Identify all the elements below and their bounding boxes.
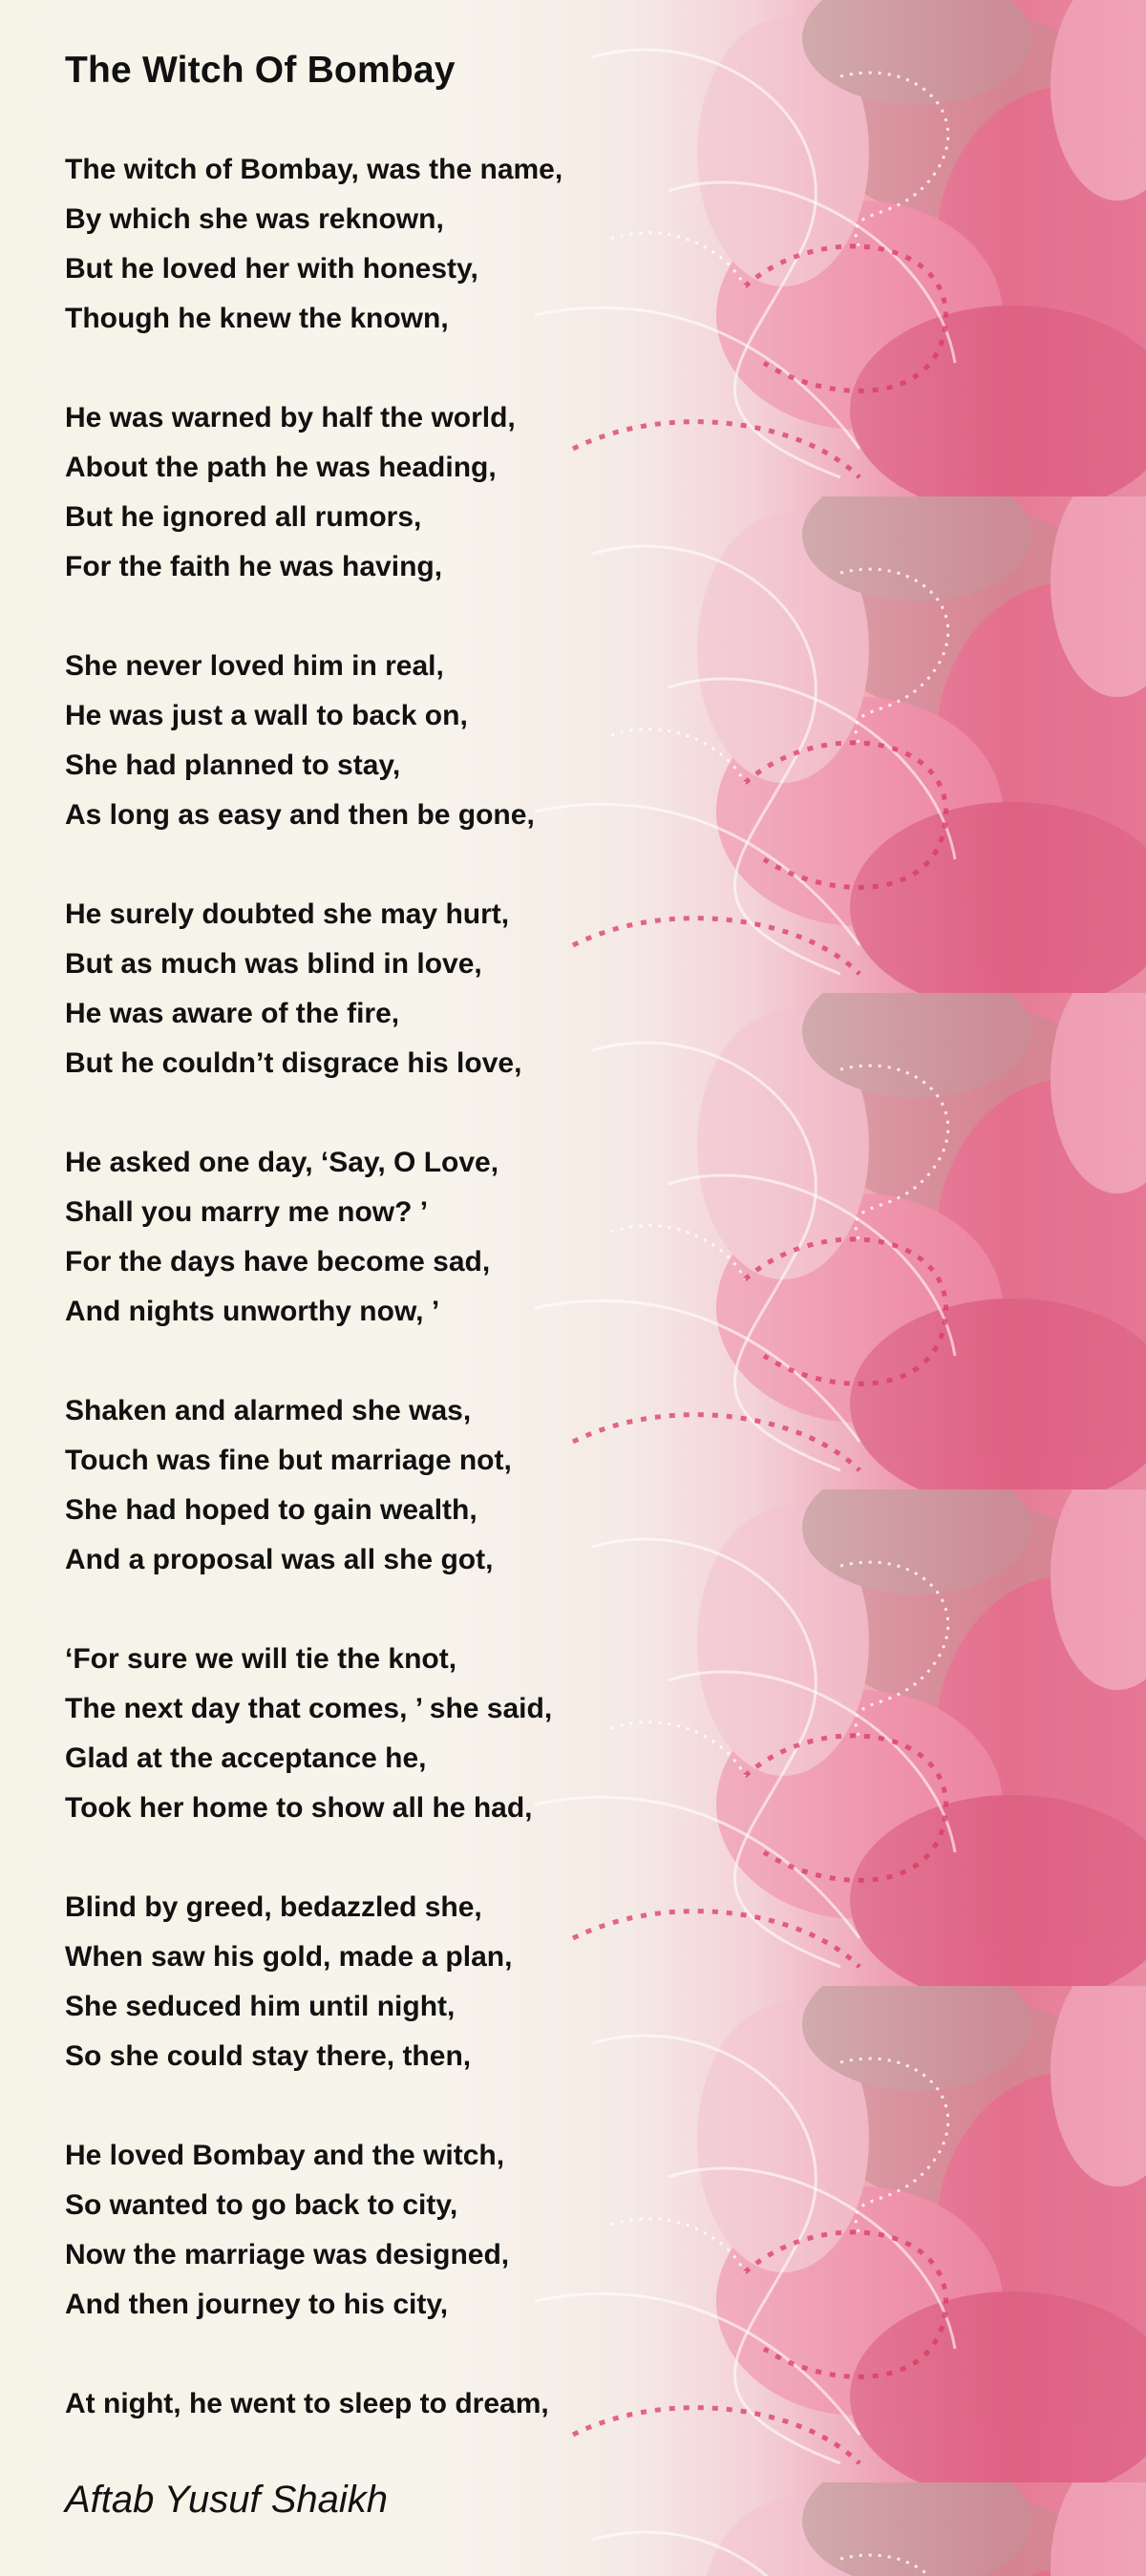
poem-stanza — [65, 393, 733, 592]
poem-line: For the faith he was having, — [65, 551, 443, 582]
poem-line: And then journey to his city, — [65, 2289, 449, 2320]
poem-line: He asked one day, ‘Say, O Love, — [65, 1147, 499, 1178]
poem-stanza — [65, 1138, 733, 1337]
poem-line: So she could stay there, then, — [65, 2040, 472, 2072]
poem-line: He was warned by half the world, — [65, 402, 516, 433]
poem-line: The witch of Bombay, was the name, — [65, 154, 563, 185]
poem-line: Shall you marry me now? ’ — [65, 1196, 429, 1228]
poem-stanza — [65, 2131, 733, 2330]
poem-stanza — [65, 145, 733, 344]
poem-title: The Witch Of Bombay — [65, 50, 456, 91]
poem-stanza — [65, 1883, 733, 2081]
poem-line: Touch was fine but marriage not, — [65, 1445, 512, 1476]
poem-line: ‘For sure we will tie the knot, — [65, 1643, 457, 1675]
poem-line: He loved Bombay and the witch, — [65, 2140, 505, 2171]
poem-line: She had planned to stay, — [65, 750, 401, 781]
poem-line: Now the marriage was designed, — [65, 2239, 510, 2270]
poem-line: But as much was blind in love, — [65, 948, 482, 980]
poem-line: But he ignored all rumors, — [65, 501, 422, 533]
poem-line: As long as easy and then be gone, — [65, 799, 535, 831]
poem-line: But he loved her with honesty, — [65, 253, 478, 285]
poem-stanza — [65, 1635, 733, 1833]
poem-line: Though he knew the known, — [65, 303, 449, 334]
poem-stanza — [65, 642, 733, 840]
poem-line: So wanted to go back to city, — [65, 2189, 458, 2221]
poem-line: He was just a wall to back on, — [65, 700, 468, 731]
poem-stanza — [65, 1386, 733, 1585]
poem-line: And a proposal was all she got, — [65, 1544, 494, 1575]
poem-line: And nights unworthy now, ’ — [65, 1296, 440, 1327]
poem-line: He was aware of the fire, — [65, 998, 400, 1029]
poem-line: He surely doubted she may hurt, — [65, 898, 510, 930]
poem-line: But he couldn’t disgrace his love, — [65, 1047, 522, 1079]
poem-line: She seduced him until night, — [65, 1991, 456, 2022]
poem-line: By which she was reknown, — [65, 203, 444, 235]
poem-stanza — [65, 2379, 733, 2429]
poem-line: About the path he was heading, — [65, 452, 497, 483]
poem-line: When saw his gold, made a plan, — [65, 1941, 513, 1973]
poem-line: Took her home to show all he had, — [65, 1792, 533, 1824]
poem-line: Glad at the acceptance he, — [65, 1742, 427, 1774]
poem-body — [65, 145, 733, 2479]
poem-line: Blind by greed, bedazzled she, — [65, 1891, 482, 1923]
poem-line: The next day that comes, ’ she said, — [65, 1693, 553, 1724]
poem-author: Aftab Yusuf Shaikh — [65, 2479, 389, 2521]
poem-line: At night, he went to sleep to dream, — [65, 2388, 549, 2419]
poem-stanza — [65, 890, 733, 1088]
poem-line: For the days have become sad, — [65, 1246, 491, 1277]
poem-line: She had hoped to gain wealth, — [65, 1494, 478, 1526]
poem-line: Shaken and alarmed she was, — [65, 1395, 472, 1426]
poem-line: She never loved him in real, — [65, 650, 444, 682]
